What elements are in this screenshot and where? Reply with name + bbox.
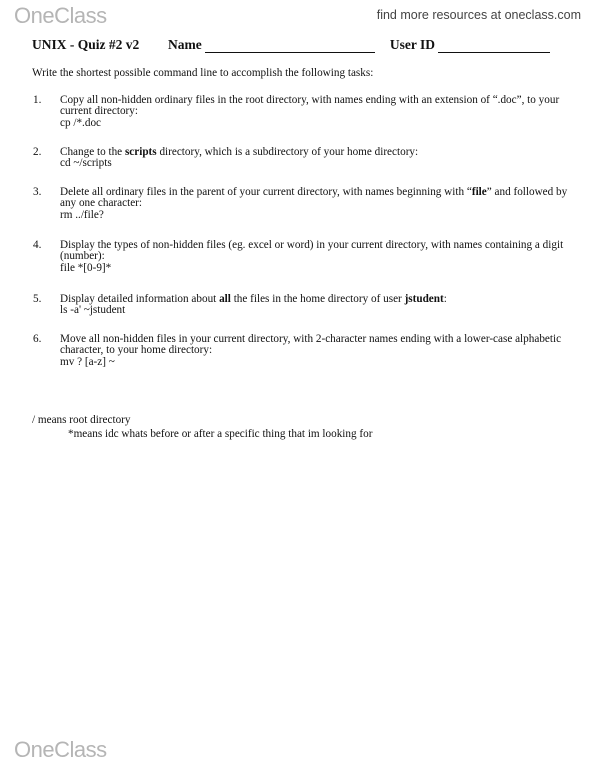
quiz-header xyxy=(32,37,550,53)
answer-text: cd ~/scripts xyxy=(60,157,112,170)
promo-link[interactable]: find more resources at oneclass.com xyxy=(376,8,581,22)
question-bold-term: file xyxy=(471,186,487,198)
question-text-end: : xyxy=(443,293,447,305)
note-wildcard: *means idc whats before or after a specific thing that im looking for xyxy=(68,428,373,440)
question-text: Delete all ordinary files in the parent of your current directory, with names beginning with “ xyxy=(60,186,472,198)
answer-text: ls -a' ~jstudent xyxy=(60,304,126,317)
userid-field[interactable] xyxy=(438,40,550,53)
question-text: Move all non-hidden files in your current directory, with 2-character names ending with a lower-case alphabetic character, to your home directory: xyxy=(60,333,562,357)
question-text-cont: ” and followed by any one character: xyxy=(60,186,568,210)
answer-text: cp /*.doc xyxy=(60,116,102,129)
answer-text: rm ../file? xyxy=(60,208,104,221)
answer-text: mv ? [a-z] ~ xyxy=(60,355,115,368)
question-text: Display the types of non-hidden files (eg. excel or word) in your current directory, with names containing a digit (number): xyxy=(60,239,564,263)
userid-label: User ID xyxy=(389,37,435,52)
answer-text: file *[0-9]* xyxy=(60,261,112,274)
question-text: Copy all non-hidden ordinary files in the root directory, with names ending with an extension of “.doc”, to your current directory: xyxy=(60,94,560,118)
quiz-title: UNIX - Quiz #2 v2 xyxy=(32,37,140,52)
oneclass-logo-footer: OneClass xyxy=(14,737,107,762)
question-text: Display detailed information about xyxy=(60,293,220,305)
question-text: Change to the xyxy=(60,146,125,158)
question-bold-user: jstudent xyxy=(404,293,444,305)
question-number: 6. xyxy=(33,333,42,345)
question-bold-term: scripts xyxy=(124,146,157,158)
instructions: Write the shortest possible command line to accomplish the following tasks: xyxy=(32,67,374,79)
name-field[interactable] xyxy=(205,40,375,53)
question-bold-term: all xyxy=(219,293,231,305)
question-number: 5. xyxy=(33,293,42,305)
question-number: 2. xyxy=(33,146,42,158)
name-label: Name xyxy=(168,37,202,52)
oneclass-logo: OneClass xyxy=(14,3,107,28)
question-number: 4. xyxy=(33,239,42,251)
question-text-cont: directory, which is a subdirectory of your home directory: xyxy=(156,146,419,158)
question-text-cont: the files in the home directory of user xyxy=(230,293,405,305)
question-number: 1. xyxy=(33,94,42,106)
note-root-directory: / means root directory xyxy=(32,414,131,426)
question-number: 3. xyxy=(33,186,42,198)
